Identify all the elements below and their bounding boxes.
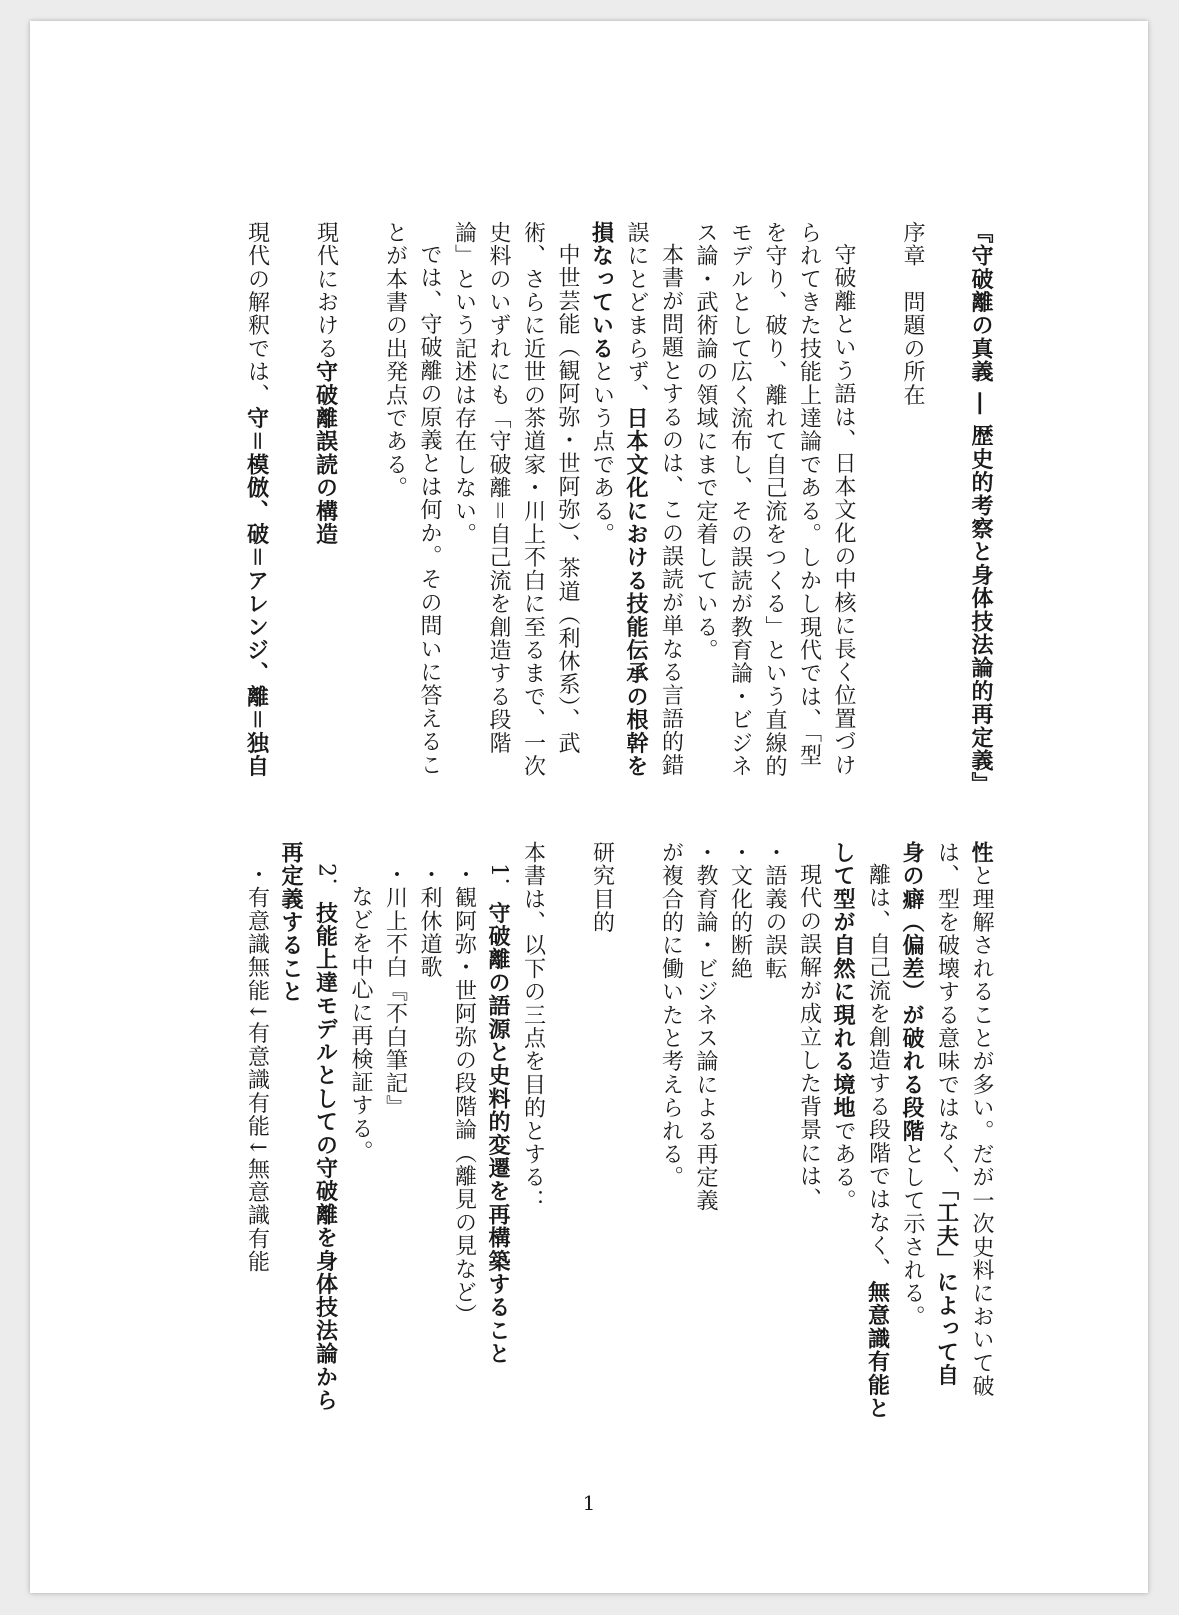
intro-line: ス論・武術論の領域にまで定着している。 <box>693 221 718 662</box>
modern-interpretation-cont: 性と理解されることが多い。だが一次史料において破 <box>968 841 994 1398</box>
intro-line: モデルとして広く流布し、その誤読が教育論・ビジネ <box>727 221 753 778</box>
background-conclusion: が複合的に働いたと考えられる。 <box>658 841 684 1189</box>
purpose-1-heading: 1．守破離の語源と史料的変遷を再構築すること <box>485 863 511 1366</box>
document-title: 『守破離の真義 ― 歴史的考察と身体技法論的再定義』 <box>968 221 994 796</box>
ha-definition-line: 身の癖（偏差）が破れる段階として示される。 <box>899 841 925 1329</box>
emphasis-text: 守＝模倣、破＝アレンジ、離＝独自 <box>243 406 270 778</box>
sources-line: 中世芸能（観阿弥・世阿弥）、茶道（利休系）、武 <box>555 243 580 755</box>
structure-heading: 現代における守破離誤読の構造 <box>312 221 339 546</box>
problem-line: 損なっているという点である。 <box>588 221 615 546</box>
purpose-2-heading-cont: 再定義すること <box>278 841 304 1004</box>
question-line: では、守破離の原義とは何か。その問いに答えるこ <box>417 243 442 777</box>
bottom-text-band <box>239 841 998 1420</box>
purpose-1-conclusion: などを中心に再検証する。 <box>348 885 373 1164</box>
top-text-band <box>239 221 998 796</box>
document-page <box>30 21 1148 1593</box>
page-number: 1 <box>582 1491 596 1515</box>
problem-line: 誤にとどまらず、日本文化における技能伝承の根幹を <box>623 221 649 778</box>
purpose-1-item: ・川上不白『不白筆記』 <box>382 863 408 1119</box>
modern-interpretation-line: 現代の解釈では、守＝模倣、破＝アレンジ、離＝独自 <box>243 221 270 778</box>
sources-line: 史料のいずれにも「守破離＝自己流を創造する段階 <box>486 221 511 755</box>
purpose-1-item: ・観阿弥・世阿弥の段階論（離見の見など） <box>451 863 477 1327</box>
sources-line: 論」という記述は存在しない。 <box>451 221 477 546</box>
purpose-intro: 本書は、以下の三点を目的とする： <box>520 841 546 1213</box>
intro-line: られてきた技能上達論である。しかし現代では、「型 <box>796 221 822 767</box>
ha-definition-line: は、型を破壊する意味ではなく、「工夫」によって自 <box>933 841 960 1387</box>
emphasis-text: 日本文化における技能伝承の根幹を <box>623 406 649 778</box>
purpose-2-item: ・有意識無能↓有意識有能↓無意識有能 <box>244 863 270 1274</box>
sources-line: 術、さらに近世の茶道家・川上不白に至るまで、一次 <box>520 221 546 778</box>
purpose-1-item: ・利休道歌 <box>417 863 442 979</box>
intro-line: を守り、破り、離れて自己流をつくる」という直線的 <box>762 221 787 778</box>
research-heading: 研究目的 <box>589 841 615 934</box>
background-item: ・文化的断絶 <box>727 841 753 981</box>
intro-line: 守破離という語は、日本文化の中核に長く位置づけ <box>831 243 856 777</box>
chapter-heading: 序章 問題の所在 <box>900 221 925 407</box>
ri-definition-line: して型が自然に現れる境地である。 <box>830 841 856 1213</box>
purpose-2-heading: 2．技能上達モデルとしての守破離を身体技法論から <box>312 863 339 1412</box>
background-item: ・教育論・ビジネス論による再定義 <box>693 841 718 1213</box>
question-line: とが本書の出発点である。 <box>382 221 408 500</box>
background-intro: 現代の誤解が成立した背景には、 <box>796 863 822 1211</box>
background-item: ・語義の誤転 <box>762 841 787 981</box>
problem-line: 本書が問題とするのは、この誤読が単なる言語的錯 <box>658 243 684 777</box>
emphasis-text: 損なっている <box>588 221 615 361</box>
ri-definition-line: 離は、自己流を創造する段階ではなく、無意識有能と <box>864 863 891 1420</box>
